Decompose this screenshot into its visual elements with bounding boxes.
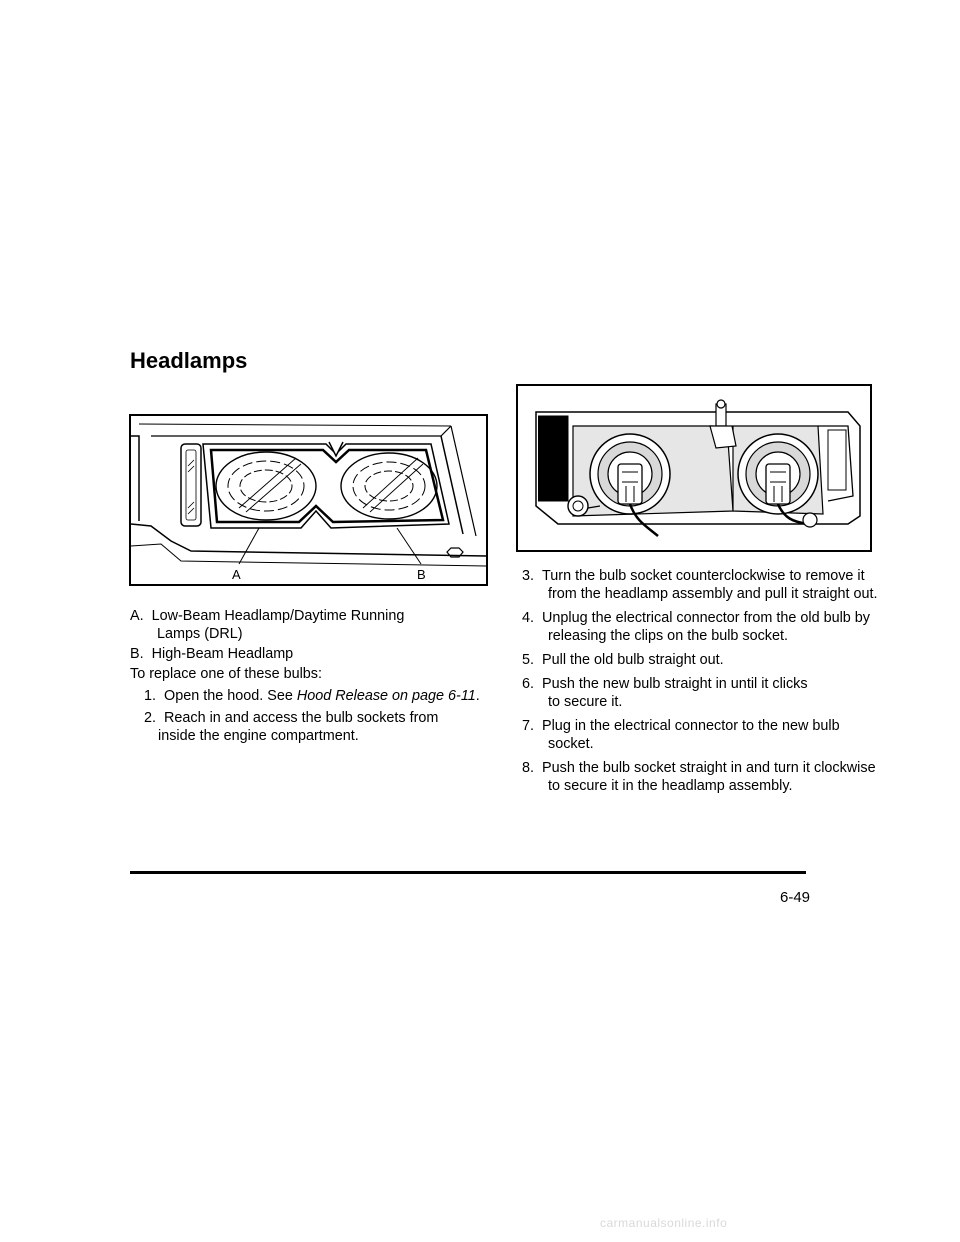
watermark-footer[interactable]: carmanualsonline.info <box>600 1216 728 1230</box>
figure-label-b: B <box>417 567 426 582</box>
legend-item-b <box>130 646 293 664</box>
step-8-number: 8. <box>522 760 535 776</box>
headlamp-front-figure <box>129 414 488 586</box>
step-1-text: Open the hood. See <box>164 688 297 704</box>
step-8-text: Push the bulb socket straight in and turn it clockwise <box>542 760 876 776</box>
step-6-text: Push the new bulb straight in until it clicks <box>542 676 808 692</box>
legend-text-a-1: Low-Beam Headlamp/Daytime Running <box>151 608 405 624</box>
headlamp-front-illustration <box>131 416 486 584</box>
step-5 <box>522 652 724 670</box>
headlamp-rear-figure <box>516 384 872 552</box>
step-7 <box>522 718 840 753</box>
step-1 <box>144 688 480 706</box>
step-3-text: Turn the bulb socket counterclockwise to remove it <box>542 568 865 584</box>
step-4-number: 4. <box>522 610 535 626</box>
legend-label-a: A. <box>130 608 144 624</box>
step-6 <box>522 676 808 711</box>
step-5-number: 5. <box>522 652 535 668</box>
step-2-text: Reach in and access the bulb sockets from <box>164 710 439 726</box>
legend-text-b: High-Beam Headlamp <box>151 646 294 662</box>
step-3-number: 3. <box>522 568 535 584</box>
step-3-text-cont: from the headlamp assembly and pull it straight out. <box>548 585 878 602</box>
step-1-link[interactable]: Hood Release on page 6-11 <box>296 688 476 704</box>
step-1-number: 1. <box>144 688 157 704</box>
step-3 <box>522 568 878 603</box>
step-6-number: 6. <box>522 676 535 692</box>
step-4-text: Unplug the electrical connector from the old bulb by <box>542 610 870 626</box>
legend-text-a-2: Lamps (DRL) <box>157 625 243 642</box>
legend-item-a <box>130 608 404 643</box>
section-title: Headlamps <box>130 348 248 373</box>
legend-label-b: B. <box>130 646 144 662</box>
headlamp-rear-illustration <box>518 386 870 550</box>
step-8-text-cont: to secure it in the headlamp assembly. <box>548 777 793 794</box>
step-1-end: . <box>475 688 480 704</box>
step-4-text-cont: releasing the clips on the bulb socket. <box>548 627 788 644</box>
step-5-text: Pull the old bulb straight out. <box>542 652 724 668</box>
page-number: 6-49 <box>780 889 811 906</box>
step-7-text: Plug in the electrical connector to the new bulb <box>542 718 840 734</box>
step-8 <box>522 760 876 795</box>
step-2-number: 2. <box>144 710 157 726</box>
step-7-number: 7. <box>522 718 535 734</box>
footer-rule <box>130 871 806 874</box>
step-7-text-cont: socket. <box>548 735 594 752</box>
intro-text: To replace one of these bulbs: <box>130 666 323 682</box>
step-2 <box>144 710 438 745</box>
step-6-text-cont: to secure it. <box>548 693 623 710</box>
step-2-text-cont: inside the engine compartment. <box>158 727 359 744</box>
step-4 <box>522 610 870 645</box>
figure-label-a: A <box>232 567 241 582</box>
